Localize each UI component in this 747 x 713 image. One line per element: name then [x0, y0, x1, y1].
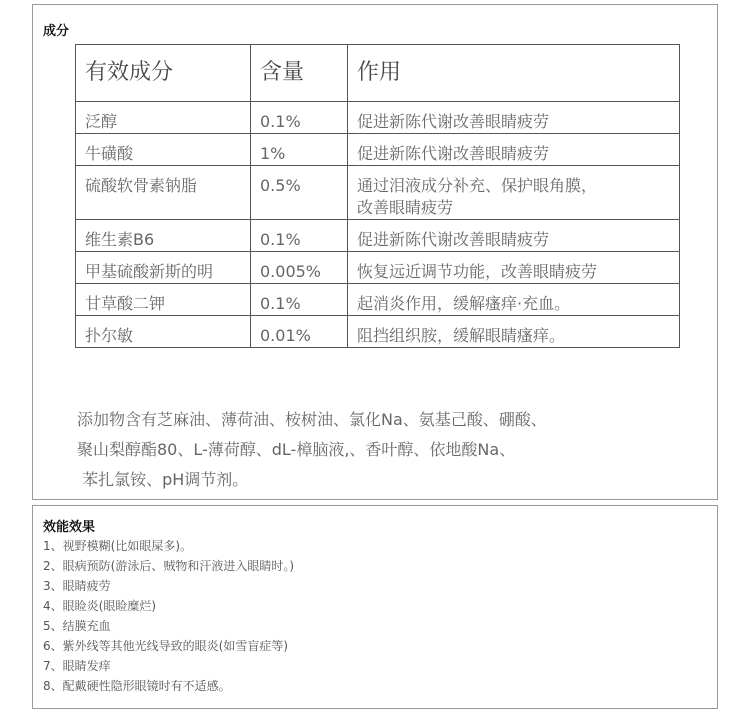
- ingredient-name: 甲基硫酸新斯的明: [76, 252, 251, 284]
- list-item: 8、配戴硬性隐形眼镜时有不适感。: [43, 679, 231, 693]
- table-row: [76, 102, 680, 134]
- ingredient-effect: 促进新陈代谢改善眼睛疲劳: [348, 134, 680, 166]
- additives-line: 添加物含有芝麻油、薄荷油、桉树油、氯化Na、氨基己酸、硼酸、: [77, 410, 547, 429]
- effects-panel: [32, 505, 718, 709]
- table-row: [76, 284, 680, 316]
- ingredient-effect: 通过泪液成分补充、保护眼角膜， 改善眼睛疲劳: [348, 166, 680, 220]
- header-amount: 含量: [251, 45, 348, 102]
- ingredient-amount: 1%: [251, 134, 348, 166]
- ingredient-amount: 0.1%: [251, 102, 348, 134]
- effects-title: 效能效果: [43, 520, 96, 535]
- table-row: [76, 166, 680, 220]
- ingredient-amount: 0.005%: [251, 252, 348, 284]
- additives-line: 聚山梨醇酯80、L-薄荷醇、dL-樟脑液,、香叶醇、依地酸Na、: [77, 440, 516, 459]
- header-effect: 作用: [348, 45, 680, 102]
- ingredient-name: 泛醇: [76, 102, 251, 134]
- additives-line: 苯扎氯铵、pH调节剂。: [77, 470, 249, 489]
- ingredient-effect: 促进新陈代谢改善眼睛疲劳: [348, 102, 680, 134]
- list-item: 1、视野模糊(比如眼屎多)。: [43, 539, 192, 553]
- list-item: 6、紫外线等其他光线导致的眼炎(如雪盲症等): [43, 639, 288, 653]
- ingredient-name: 硫酸软骨素钠脂: [76, 166, 251, 220]
- ingredient-amount: 0.5%: [251, 166, 348, 220]
- ingredient-effect: 促进新陈代谢改善眼睛疲劳: [348, 220, 680, 252]
- list-item: 7、眼睛发痒: [43, 659, 111, 673]
- ingredient-name: 甘草酸二钾: [76, 284, 251, 316]
- ingredients-panel: [32, 4, 718, 500]
- table-header-row: [76, 45, 680, 102]
- list-item: 3、眼睛疲劳: [43, 579, 111, 593]
- ingredient-name: 牛磺酸: [76, 134, 251, 166]
- ingredient-effect: 阻挡组织胺，缓解眼睛瘙痒。: [348, 316, 680, 348]
- table-row: [76, 252, 680, 284]
- ingredients-title: 成分: [43, 24, 70, 39]
- ingredient-effect: 起消炎作用，缓解瘙痒·充血。: [348, 284, 680, 316]
- list-item: 2、眼病预防(游泳后、贼物和汗液进入眼睛时。): [43, 559, 294, 573]
- list-item: 4、眼睑炎(眼睑糜烂): [43, 599, 156, 613]
- effects-list: [43, 536, 294, 696]
- additives-text: [77, 405, 677, 495]
- table-row: [76, 316, 680, 348]
- header-ingredient: 有效成分: [76, 45, 251, 102]
- ingredients-table: [75, 44, 680, 348]
- table-row: [76, 220, 680, 252]
- ingredient-amount: 0.1%: [251, 284, 348, 316]
- ingredient-name: 扑尔敏: [76, 316, 251, 348]
- ingredient-name: 维生素B6: [76, 220, 251, 252]
- ingredient-amount: 0.1%: [251, 220, 348, 252]
- table-row: [76, 134, 680, 166]
- list-item: 5、结膜充血: [43, 619, 111, 633]
- ingredient-effect: 恢复远近调节功能，改善眼睛疲劳: [348, 252, 680, 284]
- ingredient-amount: 0.01%: [251, 316, 348, 348]
